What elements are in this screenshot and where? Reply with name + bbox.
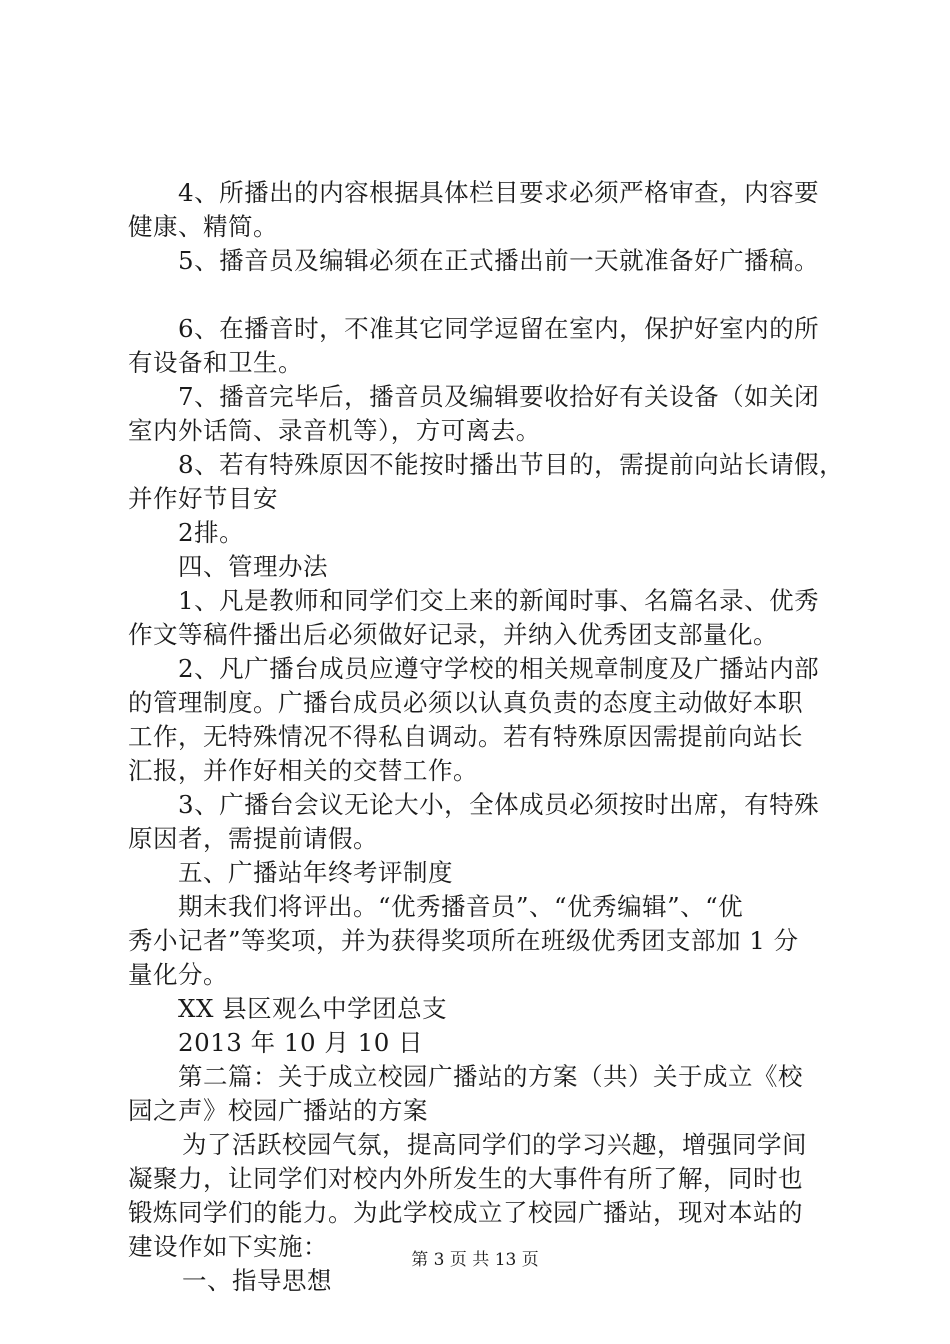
paragraph-line: 室内外话筒、录音机等），方可离去。	[128, 416, 541, 445]
paragraph-line: 期末我们将评出。“优秀播音员”、“优秀编辑”、“优	[178, 892, 744, 921]
paragraph-line: 2、凡广播台成员应遵守学校的相关规章制度及广播站内部	[178, 654, 820, 683]
section-heading: 五、广播站年终考评制度	[178, 858, 453, 887]
paragraph-line: 6、在播音时，不准其它同学逗留在室内，保护好室内的所	[178, 314, 820, 343]
paragraph-line: 的管理制度。广播台成员必须以认真负责的态度主动做好本职	[128, 688, 803, 717]
paragraph-line: 凝聚力，让同学们对校内外所发生的大事件有所了解，同时也	[128, 1164, 803, 1193]
paragraph-line: 锻炼同学们的能力。为此学校成立了校园广播站，现对本站的	[128, 1198, 803, 1227]
paragraph-line: 作文等稿件播出后必须做好记录，并纳入优秀团支部量化。	[128, 620, 778, 649]
paragraph-line: 建设作如下实施：	[128, 1232, 328, 1261]
paragraph-line: 1、凡是教师和同学们交上来的新闻时事、名篇名录、优秀	[178, 586, 820, 615]
paragraph-line: 秀小记者”等奖项，并为获得奖项所在班级优秀团支部加 1 分	[128, 926, 799, 955]
section-heading: 一、指导思想	[182, 1266, 332, 1295]
signature-date: 2013 年 10 月 10 日	[178, 1028, 424, 1057]
paragraph-line: 并作好节目安	[128, 484, 278, 513]
paragraph-line: 为了活跃校园气氛，提高同学们的学习兴趣，增强同学间	[182, 1130, 807, 1159]
paragraph-line: 原因者，需提前请假。	[128, 824, 378, 853]
page-number-footer: 第 3 页 共 13 页	[411, 1250, 539, 1270]
paragraph-line: 量化分。	[128, 960, 228, 989]
paragraph-line: 有设备和卫生。	[128, 348, 303, 377]
paragraph-line: 8、若有特殊原因不能按时播出节目的，需提前向站长请假，	[178, 450, 845, 479]
paragraph-line: 2排。	[178, 518, 245, 547]
paragraph-line: 健康、精简。	[128, 212, 278, 241]
chapter-heading: 第二篇：关于成立校园广播站的方案（共）关于成立《校	[178, 1062, 803, 1091]
paragraph-line: 5、播音员及编辑必须在正式播出前一天就准备好广播稿。	[178, 246, 820, 275]
chapter-heading-continued: 园之声》校园广播站的方案	[128, 1096, 428, 1125]
section-heading: 四、管理办法	[178, 552, 328, 581]
signature-organization: XX 县区观么中学团总支	[178, 994, 448, 1023]
paragraph-line: 汇报，并作好相关的交替工作。	[128, 756, 478, 785]
paragraph-line: 7、播音完毕后，播音员及编辑要收拾好有关设备（如关闭	[178, 382, 820, 411]
paragraph-line: 4、所播出的内容根据具体栏目要求必须严格审查，内容要	[178, 178, 820, 207]
document-body	[128, 176, 845, 1298]
paragraph-line: 工作，无特殊情况不得私自调动。若有特殊原因需提前向站长	[128, 722, 803, 751]
paragraph-line: 3、广播台会议无论大小，全体成员必须按时出席，有特殊	[178, 790, 820, 819]
